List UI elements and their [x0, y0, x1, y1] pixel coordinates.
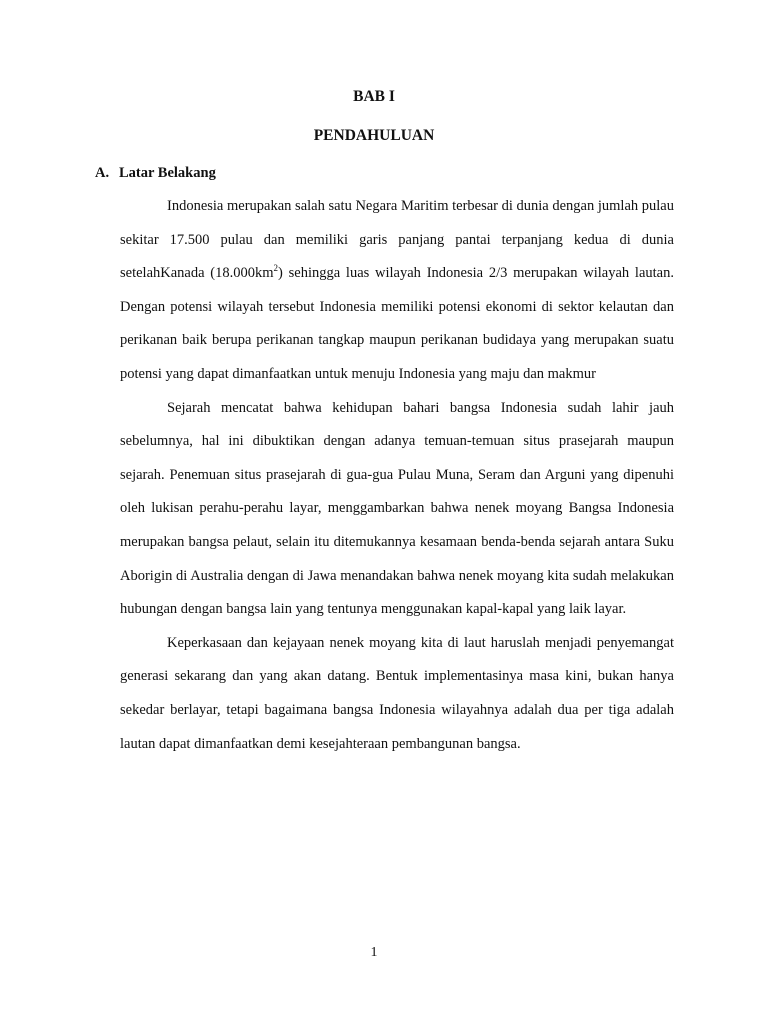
paragraph-1-text-b: ) sehingga luas wilayah Indonesia 2/3 merupakan wilayah lautan. Dengan potensi wilayah tersebut Indonesia memiliki potensi ekonomi di sektor kelautan dan perikanan baik berupa perikanan tangkap maupun perikanan budidaya yang merupakan suatu potensi yang dapat dimanfaatkan untuk menuju Indonesia yang maju dan makmur: [120, 265, 674, 382]
chapter-title: PENDAHULUAN: [313, 127, 435, 144]
paragraph-1-text-a: Indonesia merupakan salah satu Negara Maritim terbesar di dunia dengan jumlah pulau sekitar 17.500 pulau dan memiliki garis panjang pantai terpanjang kedua di dunia setelahKanada (18.000km: [120, 198, 674, 282]
section-title: Latar Belakang: [119, 165, 216, 181]
body-text: [120, 190, 674, 761]
section-letter: A.: [95, 165, 110, 181]
section-heading: [95, 165, 216, 182]
superscript-2: 2: [273, 263, 279, 274]
chapter-number: BAB I: [353, 88, 395, 105]
page-number: 1: [370, 945, 378, 960]
paragraph-3: Keperkasaan dan kejayaan nenek moyang kita di laut haruslah menjadi penyemangat generasi sekarang dan yang akan datang. Bentuk implementasinya masa kini, bukan hanya sekedar berlayar, tetapi bagaimana bangsa Indonesia wilayahnya adalah dua per tiga adalah lautan dapat dimanfaatkan demi kesejahteraan pembangunan bangsa.: [120, 634, 674, 752]
paragraph-2: Sejarah mencatat bahwa kehidupan bahari bangsa Indonesia sudah lahir jauh sebelumnya, hal ini dibuktikan dengan adanya temuan-temuan situs prasejarah maupun sejarah. Penemuan situs prasejarah di gua-gua Pulau Muna, Seram dan Arguni yang dipenuhi oleh lukisan perahu-perahu layar, menggambarkan bahwa nenek moyang Bangsa Indonesia merupakan bangsa pelaut, selain itu ditemukannya kesamaan benda-benda sejarah antara Suku Aborigin di Australia dengan di Jawa menandakan bahwa nenek moyang kita sudah melakukan hubungan dengan bangsa lain yang tentunya menggunakan kapal-kapal yang laik layar.: [120, 399, 674, 618]
paragraph-1: [120, 190, 674, 392]
